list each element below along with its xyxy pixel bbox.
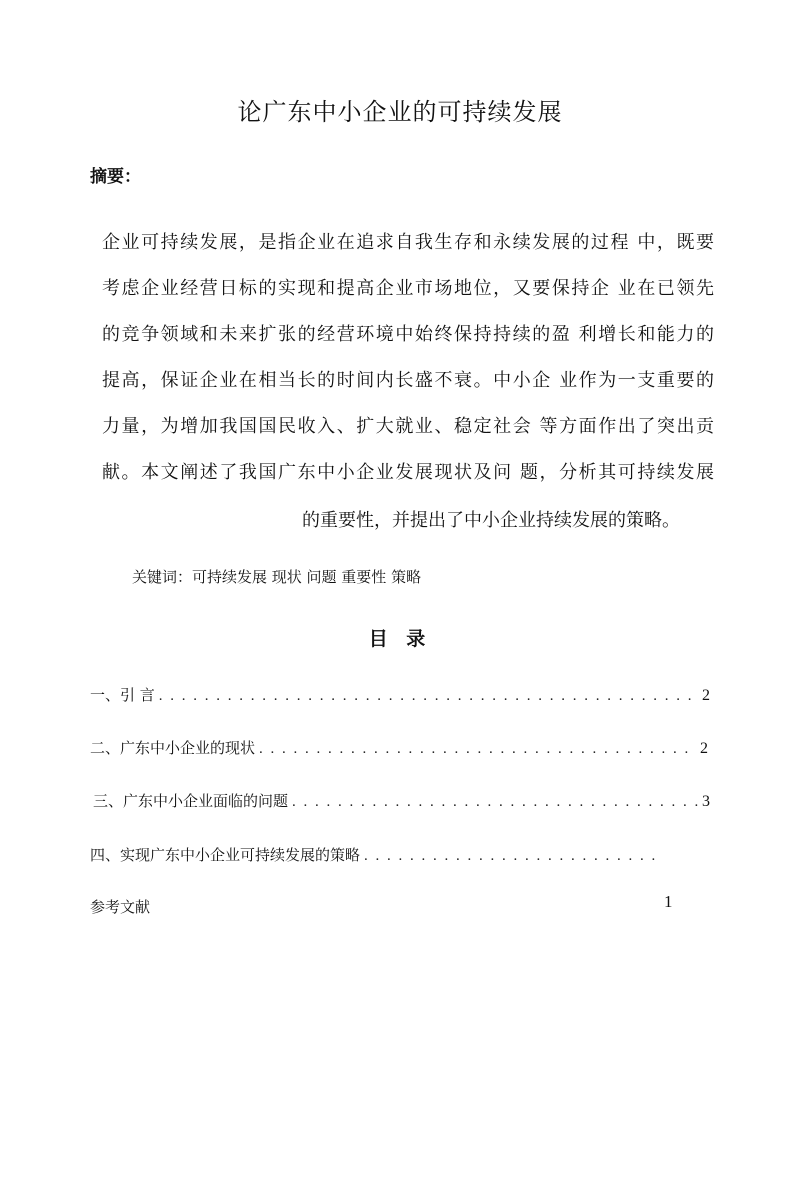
toc-leader-dots: [364, 848, 656, 865]
keywords: 关键词：可持续发展 现状 问题 重要性 策略: [132, 568, 422, 586]
toc-entry[interactable]: [90, 684, 710, 705]
abstract-line: 考虑企业经营日标的实现和提高企业市场地位，又要保持企 业在已领先: [102, 278, 714, 299]
toc-entry-page: 2: [702, 687, 710, 704]
toc-entry[interactable]: [93, 790, 710, 811]
toc-leader-dots: [292, 794, 698, 811]
toc-leader-dots: [159, 688, 698, 705]
toc-entry-page: 3: [702, 793, 710, 810]
abstract-line: 提高，保证企业在相当长的时间内长盛不衰。中小企 业作为一支重要的: [102, 370, 714, 391]
abstract-line: 企业可持续发展，是指企业在追求自我生存和永续发展的过程 中，既要: [102, 232, 714, 253]
toc-entry-label: 参考文献: [90, 898, 151, 916]
toc-entry-label: 一、引 言: [90, 686, 155, 704]
abstract-line-last: 的重要性，并提出了中小企业持续发展的策略。: [302, 510, 680, 531]
abstract-heading: 摘要：: [90, 167, 141, 187]
toc-entry[interactable]: [90, 844, 660, 865]
toc-heading: 目 录: [368, 628, 432, 650]
toc-entry-label: 二、广东中小企业的现状: [90, 739, 256, 757]
page-number: 1: [664, 892, 673, 911]
toc-leader-dots: [259, 741, 696, 758]
abstract-line: 献。本文阐述了我国广东中小企业发展现状及问 题，分析其可持续发展: [102, 462, 714, 483]
document-title: 论广东中小企业的可持续发展: [237, 98, 563, 126]
toc-entry-label: 三、广东中小企业面临的问题: [93, 792, 289, 810]
toc-entry-page: 2: [700, 740, 708, 757]
abstract-line: 的竞争领域和未来扩张的经营环境中始终保持持续的盈 利增长和能力的: [102, 324, 714, 345]
abstract-line: 力量，为增加我国国民收入、扩大就业、稳定社会 等方面作出了突出贡: [102, 416, 714, 437]
toc-entry-label: 四、实现广东中小企业可持续发展的策略: [90, 846, 361, 864]
toc-entry[interactable]: [90, 737, 708, 758]
toc-entry-references[interactable]: [90, 896, 290, 917]
